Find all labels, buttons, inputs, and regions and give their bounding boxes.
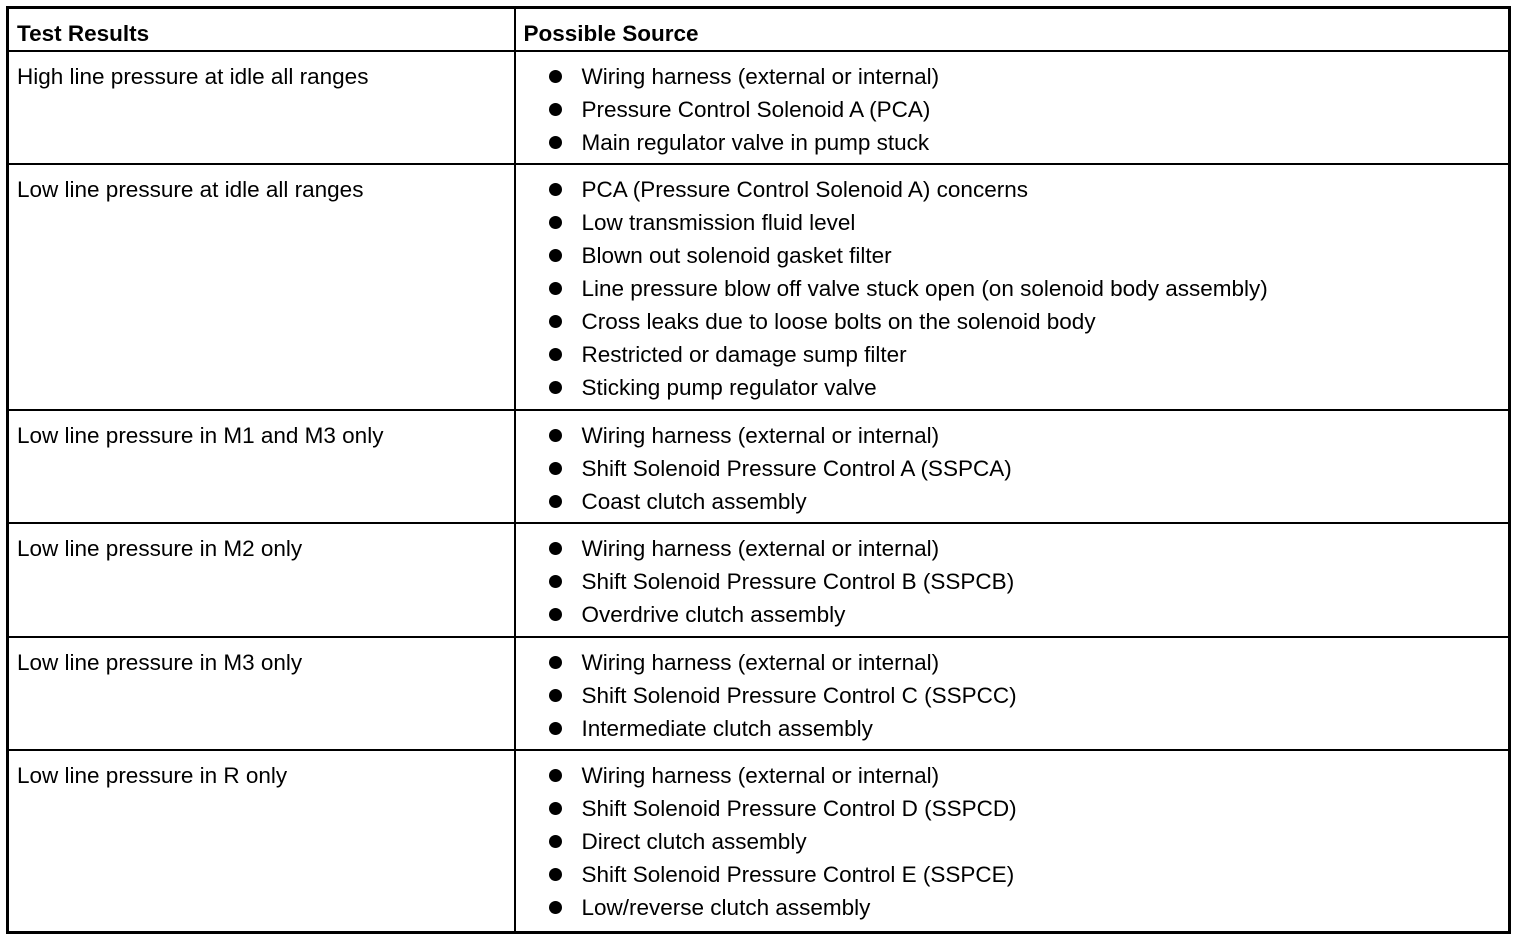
- source-text: PCA (Pressure Control Solenoid A) concerns: [581, 177, 1028, 203]
- header-possible-source: Possible Source: [515, 8, 1510, 52]
- bullet-icon: [549, 381, 562, 394]
- list-item: [544, 272, 1509, 305]
- bullet-icon: [549, 282, 562, 295]
- source-text: Coast clutch assembly: [581, 489, 807, 514]
- table-row: [8, 750, 1510, 933]
- bullet-icon: [549, 689, 562, 702]
- source-text: Shift Solenoid Pressure Control A (SSPCA): [581, 456, 1012, 481]
- list-item: [544, 60, 1509, 93]
- list-item: [544, 825, 1509, 858]
- bullet-icon: [549, 901, 562, 914]
- bullet-icon: [549, 70, 562, 83]
- source-text: Wiring harness (external or internal): [581, 536, 940, 562]
- list-item: [544, 305, 1509, 338]
- source-text: Intermediate clutch assembly: [581, 715, 873, 741]
- table-row: [8, 164, 1510, 410]
- test-result-cell: Low line pressure in M1 and M3 only: [8, 410, 515, 523]
- bullet-icon: [549, 136, 562, 149]
- header-test-results: Test Results: [8, 8, 515, 52]
- list-item: [544, 679, 1509, 712]
- source-text: Sticking pump regulator valve: [581, 375, 877, 401]
- bullet-icon: [549, 722, 562, 735]
- bullet-icon: [549, 495, 562, 508]
- bullet-icon: [549, 429, 562, 442]
- bullet-icon: [549, 575, 562, 588]
- list-item: [544, 93, 1509, 126]
- source-list: [524, 532, 1509, 631]
- source-list: [524, 419, 1509, 518]
- source-text: Pressure Control Solenoid A (PCA): [581, 97, 931, 122]
- test-result-cell: Low line pressure in M2 only: [8, 523, 515, 636]
- test-result-cell: Low line pressure in R only: [8, 750, 515, 933]
- bullet-icon: [549, 608, 562, 621]
- possible-source-cell: [515, 164, 1510, 410]
- source-text: Cross leaks due to loose bolts on the solenoid body: [581, 309, 1096, 335]
- list-item: [544, 419, 1509, 452]
- list-item: [544, 485, 1509, 518]
- list-item: [544, 173, 1509, 206]
- list-item: [544, 712, 1509, 745]
- test-result-cell: High line pressure at idle all ranges: [8, 51, 515, 164]
- source-text: Wiring harness (external or internal): [581, 423, 940, 448]
- list-item: [544, 759, 1509, 792]
- list-item: [544, 239, 1509, 272]
- table-row: [8, 410, 1510, 523]
- list-item: [544, 371, 1509, 404]
- possible-source-cell: [515, 410, 1510, 523]
- test-result-cell: Low line pressure at idle all ranges: [8, 164, 515, 410]
- bullet-icon: [549, 656, 562, 669]
- bullet-icon: [549, 183, 562, 196]
- source-text: Wiring harness (external or internal): [581, 762, 940, 788]
- table-row: [8, 523, 1510, 636]
- bullet-icon: [549, 348, 562, 361]
- list-item: [544, 598, 1509, 631]
- table-row: [8, 637, 1510, 750]
- possible-source-cell: [515, 51, 1510, 164]
- source-text: Restricted or damage sump filter: [581, 342, 907, 368]
- source-text: Blown out solenoid gasket filter: [581, 243, 892, 269]
- list-item: [544, 891, 1509, 924]
- source-text: Shift Solenoid Pressure Control B (SSPCB): [581, 569, 1015, 595]
- bullet-icon: [549, 769, 562, 782]
- list-item: [544, 532, 1509, 565]
- test-result-cell: Low line pressure in M3 only: [8, 637, 515, 750]
- source-text: Low/reverse clutch assembly: [581, 894, 871, 920]
- list-item: [544, 792, 1509, 825]
- source-list: [524, 60, 1509, 159]
- header-row: [8, 8, 1510, 52]
- possible-source-cell: [515, 637, 1510, 750]
- source-text: Low transmission fluid level: [581, 210, 856, 236]
- table-body: [8, 51, 1510, 933]
- bullet-icon: [549, 542, 562, 555]
- source-text: Shift Solenoid Pressure Control C (SSPCC): [581, 682, 1017, 708]
- source-text: Direct clutch assembly: [581, 828, 807, 854]
- list-item: [544, 206, 1509, 239]
- table-row: [8, 51, 1510, 164]
- bullet-icon: [549, 249, 562, 262]
- list-item: [544, 126, 1509, 159]
- list-item: [544, 452, 1509, 485]
- possible-source-cell: [515, 750, 1510, 933]
- bullet-icon: [549, 462, 562, 475]
- list-item: [544, 646, 1509, 679]
- source-list: [524, 646, 1509, 745]
- bullet-icon: [549, 103, 562, 116]
- source-text: Shift Solenoid Pressure Control D (SSPCD): [581, 795, 1017, 821]
- bullet-icon: [549, 835, 562, 848]
- source-list: [524, 173, 1509, 404]
- source-text: Wiring harness (external or internal): [581, 649, 940, 675]
- diagnosis-table: [6, 6, 1511, 934]
- source-list: [524, 759, 1509, 924]
- source-text: Overdrive clutch assembly: [581, 602, 846, 628]
- bullet-icon: [549, 802, 562, 815]
- list-item: [544, 565, 1509, 598]
- bullet-icon: [549, 216, 562, 229]
- source-text: Shift Solenoid Pressure Control E (SSPCE): [581, 861, 1015, 887]
- possible-source-cell: [515, 523, 1510, 636]
- list-item: [544, 338, 1509, 371]
- bullet-icon: [549, 868, 562, 881]
- source-text: Line pressure blow off valve stuck open (on solenoid body assembly): [581, 276, 1268, 302]
- source-text: Main regulator valve in pump stuck: [581, 130, 930, 155]
- source-text: Wiring harness (external or internal): [581, 64, 940, 89]
- bullet-icon: [549, 315, 562, 328]
- list-item: [544, 858, 1509, 891]
